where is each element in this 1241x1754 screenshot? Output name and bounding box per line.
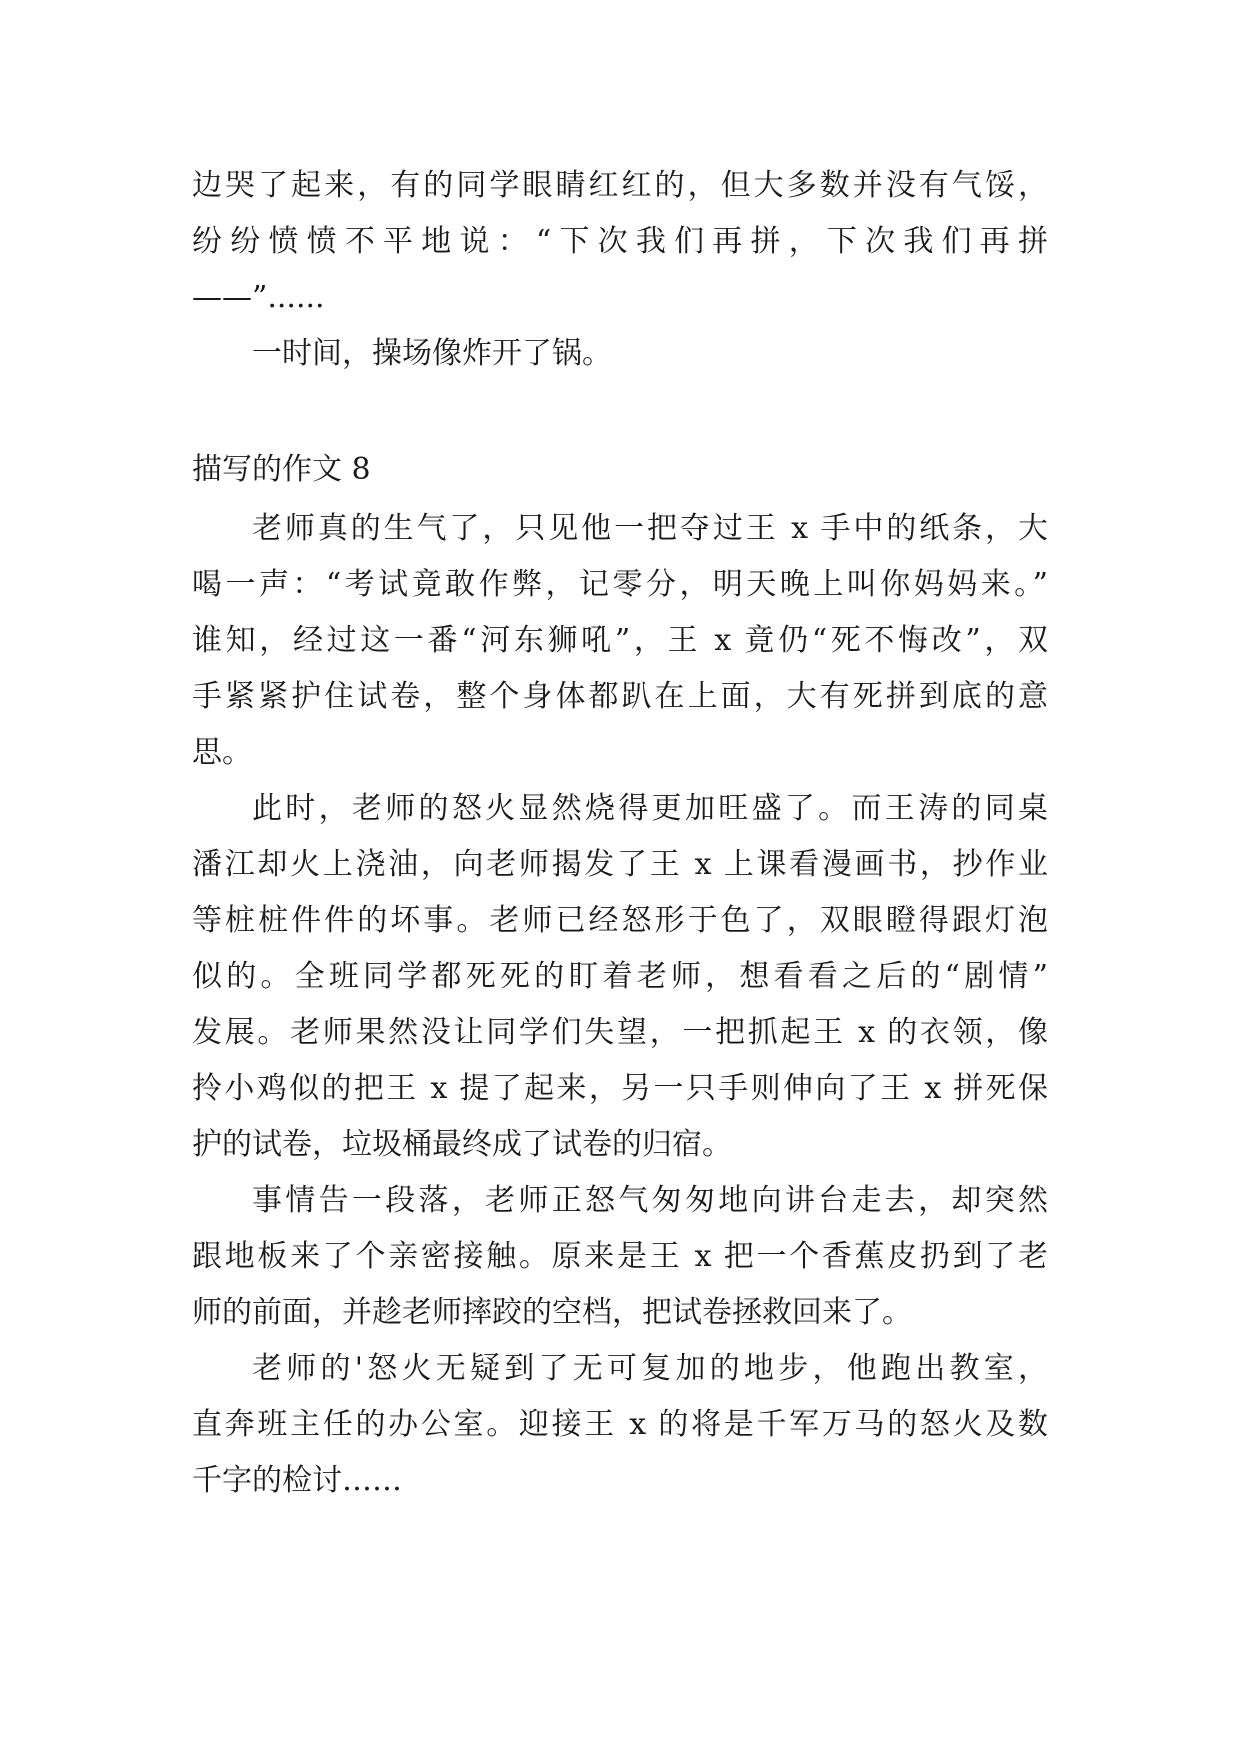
- text-line: 拎小鸡似的把王 x 提了起来，另一只手则伸向了王 x 拼死保: [192, 1071, 1048, 1106]
- section-title: 描写的作文 8: [192, 452, 371, 487]
- text-line: 思。: [192, 735, 252, 770]
- text-line: 千字的检讨……: [192, 1463, 402, 1498]
- text-line: 潘江却火上浇油，向老师揭发了王 x 上课看漫画书，抄作业: [192, 847, 1048, 882]
- text-line: 直奔班主任的办公室。迎接王 x 的将是千军万马的怒火及数: [192, 1407, 1048, 1442]
- text-line: 师的前面，并趁老师摔跤的空档，把试卷拯救回来了。: [192, 1295, 912, 1330]
- text-line: 跟地板来了个亲密接触。原来是王 x 把一个香蕉皮扔到了老: [192, 1239, 1048, 1274]
- text-line: 发展。老师果然没让同学们失望，一把抓起王 x 的衣领，像: [192, 1015, 1048, 1050]
- text-line: 老师的'怒火无疑到了无可复加的地步，他跑出教室，: [252, 1351, 1048, 1386]
- text-line: 手紧紧护住试卷，整个身体都趴在上面，大有死拼到底的意: [192, 679, 1048, 714]
- text-line: 此时，老师的怒火显然烧得更加旺盛了。而王涛的同桌: [252, 791, 1048, 826]
- text-line: 护的试卷，垃圾桶最终成了试卷的归宿。: [192, 1127, 732, 1162]
- top-section: [192, 158, 1048, 382]
- text-line: 边哭了起来，有的同学眼睛红红的，但大多数并没有气馁，: [192, 168, 1048, 203]
- document-body: [192, 158, 1048, 1509]
- text-line: 似的。全班同学都死死的盯着老师，想看看之后的“剧情”: [192, 959, 1048, 994]
- paragraph: [192, 501, 1048, 781]
- text-line: 老师真的生气了，只见他一把夺过王 x 手中的纸条，大: [252, 511, 1048, 546]
- paragraph: [192, 1341, 1048, 1509]
- text-line: 谁知，经过这一番“河东狮吼”，王 x 竟仍“死不悔改”，双: [192, 623, 1048, 658]
- paragraph: [192, 1173, 1048, 1341]
- text-line: 纷纷愤愤不平地说：“下次我们再拼，下次我们再拼: [192, 224, 1048, 259]
- section-gap: [192, 382, 1048, 442]
- text-line: 喝一声：“考试竟敢作弊，记零分，明天晚上叫你妈妈来。”: [192, 567, 1048, 602]
- paragraph: [192, 781, 1048, 1173]
- text-line: ——”......: [192, 280, 325, 315]
- text-line: 等桩桩件件的坏事。老师已经怒形于色了，双眼瞪得跟灯泡: [192, 903, 1048, 938]
- text-line: 一时间，操场像炸开了锅。: [252, 336, 612, 371]
- text-line: 事情告一段落，老师正怒气匆匆地向讲台走去，却突然: [252, 1183, 1048, 1218]
